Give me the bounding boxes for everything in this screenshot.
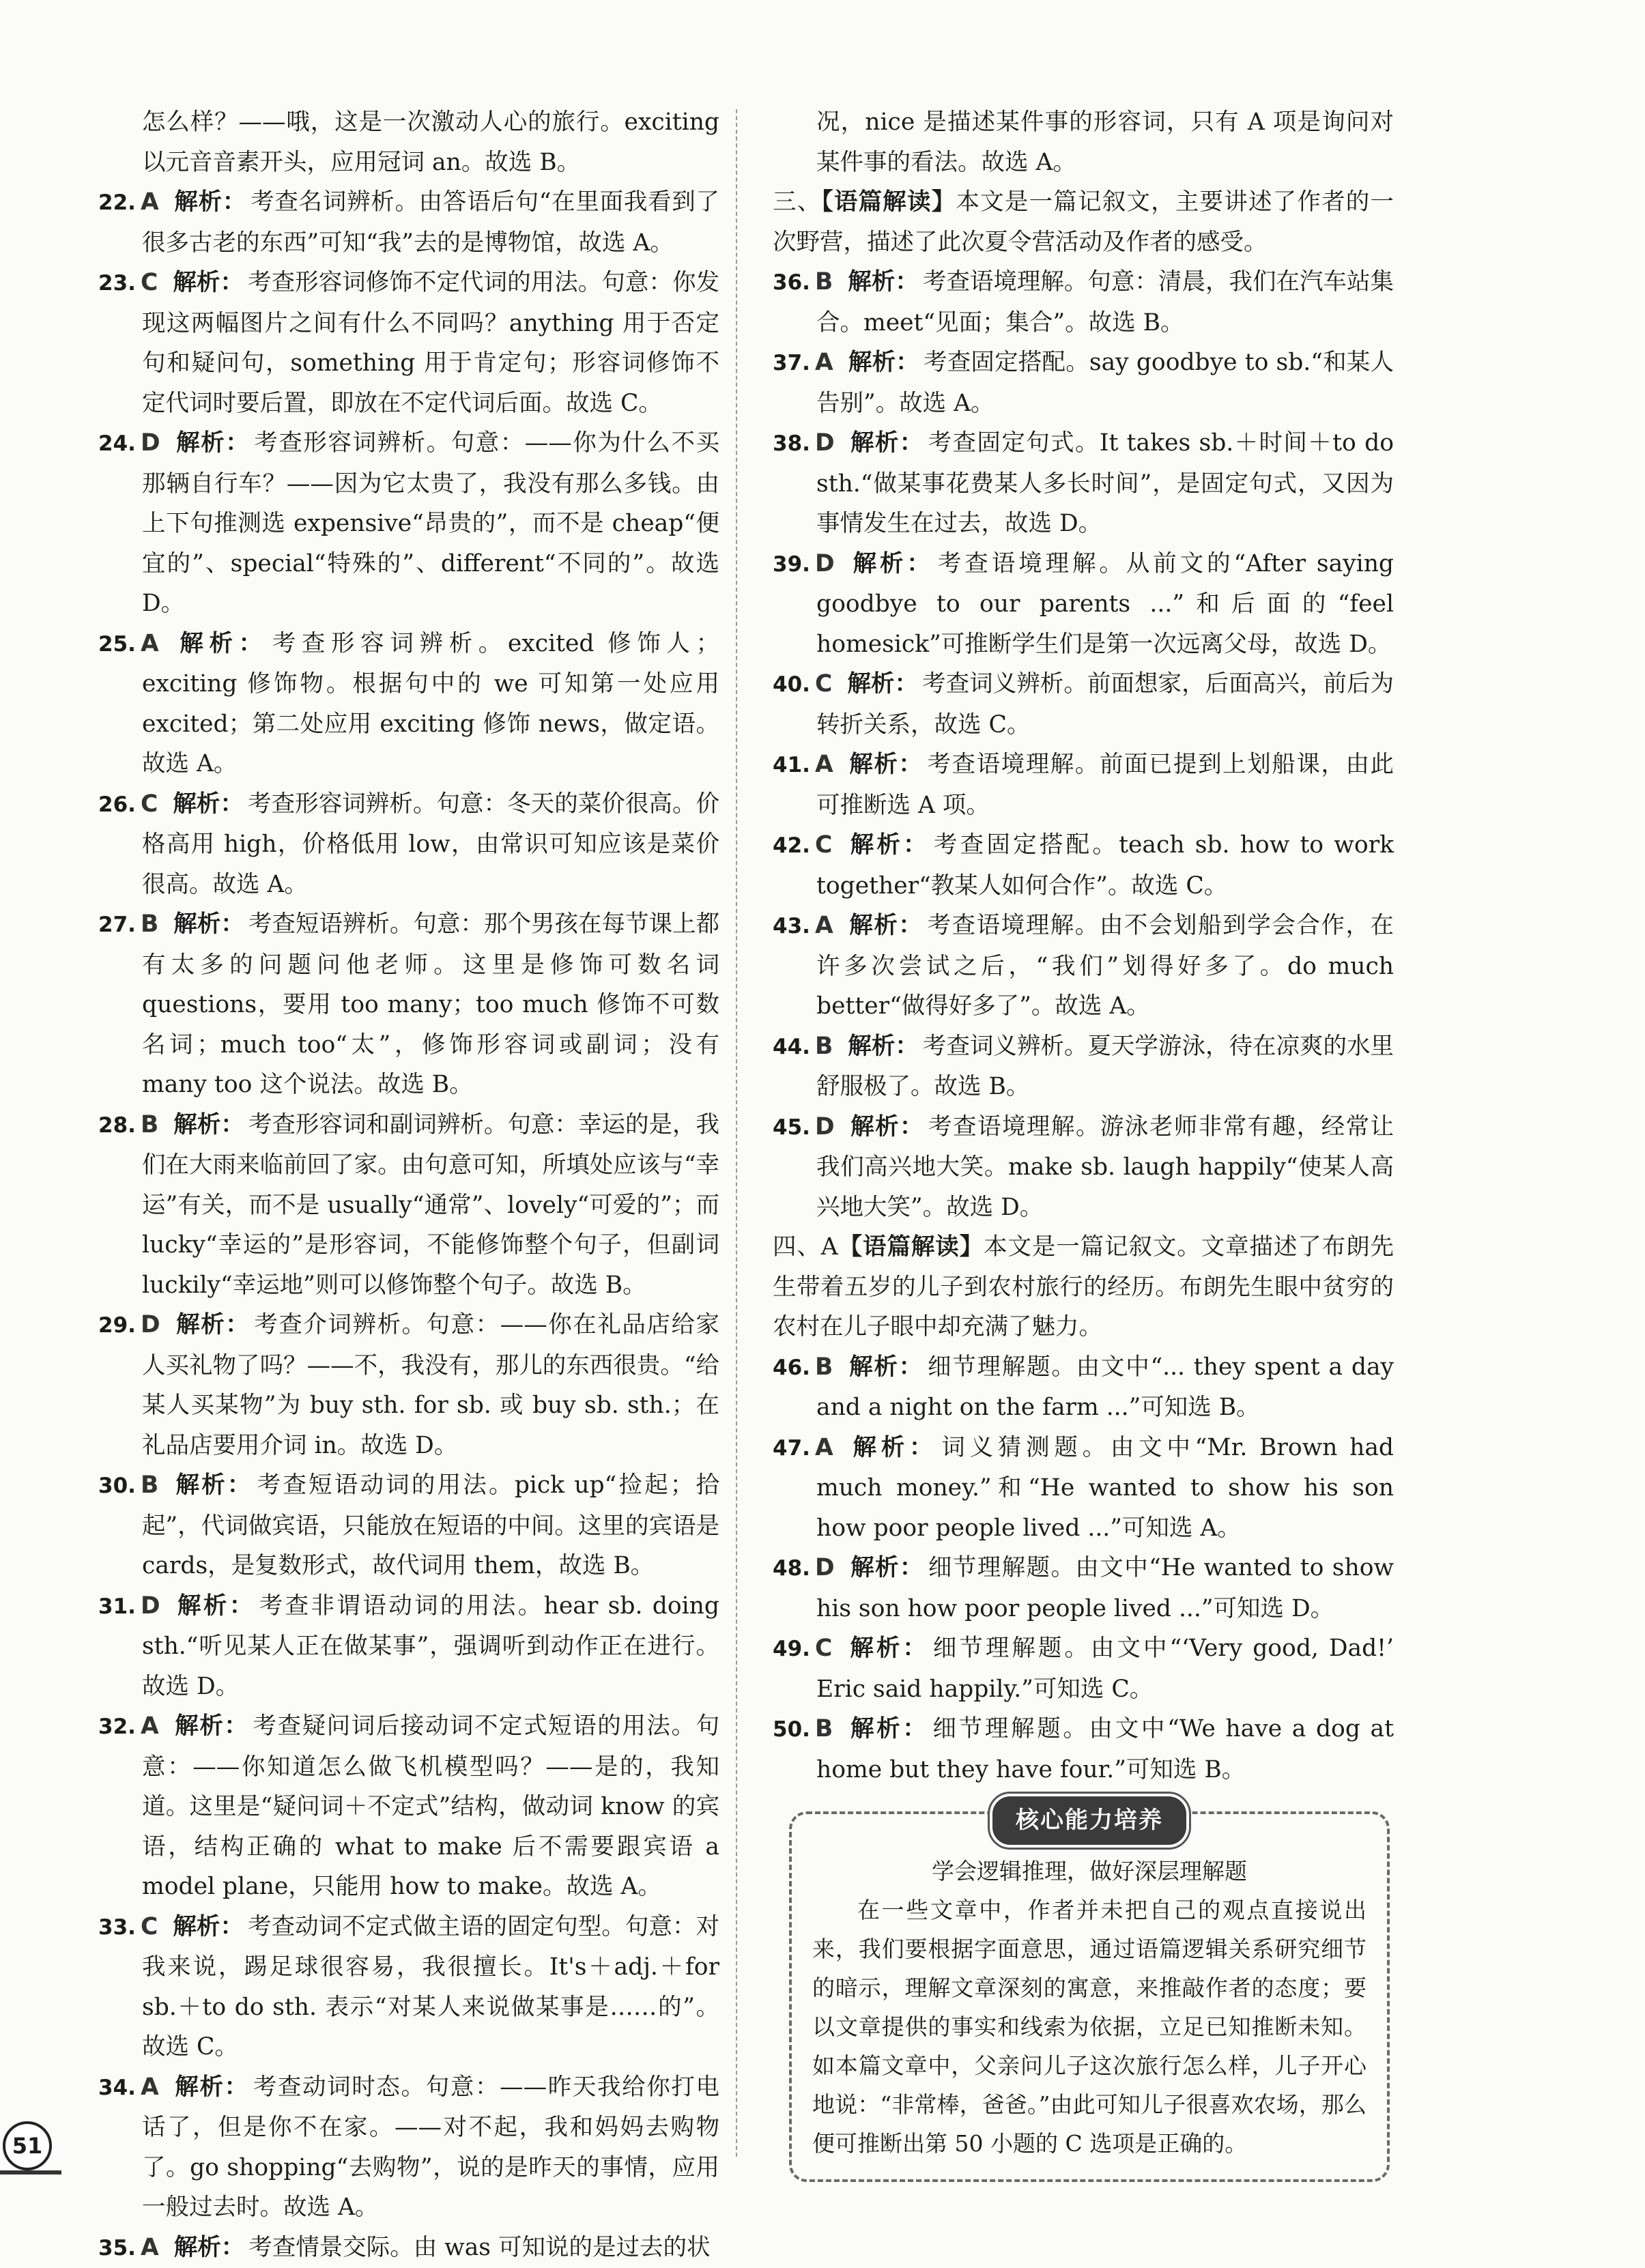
answer-letter: C bbox=[141, 1913, 158, 1940]
section-four-heading: 【语篇解读】 bbox=[838, 1233, 984, 1261]
analysis-text: 考查短语辨析。句意：那个男孩在每节课上都有太多的问题问他老师。这里是修饰可数名词 questions，要用 too many；too much 修饰不可数名词；much too“太”，修饰形容词或副词；没有 many too 这个说法。故选 B。 bbox=[142, 910, 719, 1098]
answer-letter: C bbox=[815, 831, 832, 859]
question-number: 23. bbox=[98, 263, 141, 304]
question-number: 40. bbox=[773, 665, 815, 705]
answer-letter: A bbox=[141, 188, 159, 216]
answer-entry bbox=[773, 1548, 1394, 1628]
analysis-label: 解析： bbox=[848, 1353, 924, 1381]
answer-entry bbox=[98, 263, 719, 423]
analysis-label: 解析： bbox=[848, 349, 919, 376]
answer-letter: B bbox=[815, 1715, 833, 1742]
analysis-label: 解析： bbox=[850, 1113, 924, 1140]
analysis-text: 细节理解题。由文中“‘Very good, Dad!’ Eric said happily.”可知选 C。 bbox=[816, 1635, 1394, 1703]
analysis-label: 解析： bbox=[850, 1554, 924, 1581]
answer-entry bbox=[773, 1428, 1394, 1549]
answer-letter: C bbox=[815, 670, 832, 698]
analysis-text: 考查语境理解。从前文的“After saying goodbye to our parents ...”和后面的“feel homesick”可推断学生们是第一次远离父母，故选 D。 bbox=[816, 550, 1394, 658]
question-number: 33. bbox=[98, 1908, 141, 1948]
answer-entry bbox=[773, 1027, 1394, 1107]
question-number: 38. bbox=[773, 424, 815, 464]
analysis-text: 考查非谓语动词的用法。hear sb. doing sth.“听见某人正在做某事”，强调听到动作正在进行。故选 D。 bbox=[142, 1592, 719, 1700]
answer-list-36-45 bbox=[773, 262, 1394, 1227]
continued-text: 况，nice 是描述某件事的形容词，只有 A 项是询问对某件事的看法。故选 A。 bbox=[773, 102, 1394, 182]
analysis-label: 解析： bbox=[175, 429, 251, 457]
answer-letter: A bbox=[815, 1434, 833, 1461]
analysis-label: 解析： bbox=[173, 790, 244, 818]
analysis-text: 词义猜测题。由文中“Mr. Brown had much money.”和“He wanted to show his son how poor people lived ...”可知选 A。 bbox=[816, 1434, 1394, 1542]
question-number: 30. bbox=[98, 1466, 141, 1506]
section-four-text: 本文是一篇记叙文。文章描述了布朗先生带着五岁的儿子到农村旅行的经历。布朗先生眼中贫穷的农村在儿子眼中却充满了魅力。 bbox=[773, 1233, 1394, 1340]
answer-letter: D bbox=[815, 429, 835, 457]
question-number: 27. bbox=[98, 905, 141, 945]
analysis-label: 解析： bbox=[848, 1033, 919, 1060]
analysis-text: 考查名词辨析。由答语后句“在里面我看到了很多古老的东西”可知“我”去的是博物馆，故选 A。 bbox=[142, 188, 719, 257]
analysis-label: 解析： bbox=[848, 268, 919, 296]
answer-entry bbox=[773, 664, 1394, 745]
analysis-text: 考查短语动词的用法。pick up“捡起；拾起”，代词做宾语，只能放在短语的中间。这里的宾语是 cards，是复数形式，故代词用 them，故选 B。 bbox=[142, 1472, 719, 1579]
answer-entry bbox=[773, 1347, 1394, 1428]
analysis-label: 解析： bbox=[173, 269, 244, 296]
answer-letter: D bbox=[141, 1311, 160, 1338]
answer-entry bbox=[773, 1709, 1394, 1790]
answer-letter: C bbox=[141, 790, 158, 818]
section-four-intro bbox=[773, 1227, 1394, 1347]
analysis-label: 解析： bbox=[174, 188, 246, 216]
analysis-label: 解析： bbox=[848, 1715, 928, 1742]
answer-list-46-50 bbox=[773, 1347, 1394, 1790]
analysis-text: 考查形容词辨析。句意：——你为什么不买那辆自行车？——因为它太贵了，我没有那么多钱。由上下句推测选 expensive“昂贵的”，而不是 cheap“便宜的”、special“特殊的”、different“不同的”。故选 D。 bbox=[142, 429, 719, 617]
left-column bbox=[98, 102, 719, 2268]
analysis-label: 解析： bbox=[848, 912, 924, 939]
answer-letter: B bbox=[815, 1353, 833, 1381]
analysis-text: 考查介词辨析。句意：——你在礼品店给家人买礼物了吗？——不，我没有，那儿的东西很贵。“给某人买某物”为 buy sth. for sb. 或 buy sb. sth.；在礼品店要用介词 in。故选 D。 bbox=[142, 1311, 719, 1459]
answer-entry bbox=[98, 1465, 719, 1586]
analysis-text: 考查固定句式。It takes sb.＋时间＋to do sth.“做某事花费某人多长时间”，是固定句式，又因为事情发生在过去，故选 D。 bbox=[816, 429, 1394, 537]
section-four-prefix: 四、A bbox=[773, 1233, 838, 1261]
question-number: 48. bbox=[773, 1549, 815, 1589]
answer-entry bbox=[98, 423, 719, 624]
question-number: 35. bbox=[98, 2228, 141, 2268]
page-number-tab bbox=[0, 2170, 61, 2174]
analysis-text: 考查固定搭配。teach sb. how to work together“教某人如何合作”。故选 C。 bbox=[816, 831, 1394, 900]
answer-letter: D bbox=[815, 550, 835, 577]
analysis-text: 细节理解题。由文中“We have a dog at home but they have four.”可知选 B。 bbox=[816, 1715, 1394, 1783]
analysis-text: 怎么样？——哦，这是一次激动人心的旅行。exciting 以元音音素开头，应用冠词 an。故选 B。 bbox=[142, 109, 719, 176]
analysis-text: 考查形容词辨析。excited 修饰人；exciting 修饰物。根据句中的 we 可知第一处应用 excited；第二处应用 exciting 修饰 news，做定语。故选 A。 bbox=[142, 630, 719, 778]
answer-entry bbox=[98, 2228, 719, 2268]
question-number: 45. bbox=[773, 1108, 815, 1148]
analysis-label: 解析： bbox=[173, 1111, 244, 1138]
question-number: 49. bbox=[773, 1629, 815, 1669]
answer-entry bbox=[773, 745, 1394, 825]
answer-entry bbox=[773, 343, 1394, 423]
analysis-label: 解析： bbox=[174, 2073, 249, 2101]
answer-letter: A bbox=[141, 2073, 159, 2101]
answer-letter: A bbox=[141, 2234, 159, 2261]
answer-entry bbox=[98, 904, 719, 1105]
answer-entry bbox=[98, 2067, 719, 2228]
page-number: 51 bbox=[3, 2121, 52, 2170]
question-number: 32. bbox=[98, 1707, 141, 1747]
analysis-label: 解析： bbox=[848, 751, 924, 778]
answer-letter: D bbox=[815, 1554, 835, 1581]
question-number: 34. bbox=[98, 2068, 141, 2108]
question-number: 43. bbox=[773, 906, 815, 947]
answer-letter: A bbox=[815, 349, 833, 376]
answer-entry bbox=[98, 1105, 719, 1306]
analysis-text: 考查语境理解。由不会划船到学会合作，在许多次尝试之后，“我们”划得好多了。do much better“做得好多了”。故选 A。 bbox=[816, 912, 1394, 1020]
question-number: 46. bbox=[773, 1348, 815, 1388]
tip-body: 在一些文章中，作者并未把自己的观点直接说出来，我们要根据字面意思，通过语篇逻辑关系研究细节的暗示，理解文章深刻的寓意，来推敲作者的态度；要以文章提供的事实和线索为依据，立足已知推断未知。如本篇文章中，父亲问儿子这次旅行怎么样，儿子开心地说：“非常棒，爸爸。”由此可知儿子很喜欢农场，那么便可推断出第 50 小题的 C 选项是正确的。 bbox=[812, 1891, 1367, 2163]
analysis-label: 解析： bbox=[847, 1635, 929, 1662]
question-number: 28. bbox=[98, 1106, 141, 1146]
question-number: 47. bbox=[773, 1429, 815, 1469]
analysis-text: 细节理解题。由文中“... they spent a day and a night on the farm ...”可知选 B。 bbox=[816, 1353, 1394, 1422]
analysis-label: 解析： bbox=[174, 1712, 249, 1740]
answer-entry bbox=[773, 544, 1394, 665]
analysis-text: 考查语境理解。前面已提到上划船课，由此可推断选 A 项。 bbox=[816, 751, 1394, 819]
analysis-label: 解析： bbox=[847, 831, 930, 859]
analysis-text: 细节理解题。由文中“He wanted to show his son how poor people lived ...”可知选 D。 bbox=[816, 1554, 1394, 1622]
answer-entry bbox=[98, 102, 719, 182]
analysis-text: 考查疑问词后接动词不定式短语的用法。句意：——你知道怎么做飞机模型吗？——是的，我知道。这里是“疑问词＋不定式”结构，做动词 know 的宾语，结构正确的 what to make 后不需要跟宾语 a model plane，只能用 how to make。故选 A。 bbox=[142, 1712, 719, 1900]
question-number: 36. bbox=[773, 263, 815, 303]
answer-letter: C bbox=[815, 1635, 832, 1662]
answer-entry bbox=[773, 906, 1394, 1027]
question-number: 42. bbox=[773, 826, 815, 866]
answer-letter: B bbox=[141, 1472, 158, 1499]
answer-letter: D bbox=[141, 429, 160, 457]
analysis-text: 考查语境理解。句意：清晨，我们在汽车站集合。meet“见面；集合”。故选 B。 bbox=[816, 268, 1394, 336]
answer-letter: B bbox=[815, 1033, 833, 1060]
analysis-label: 解析： bbox=[174, 630, 268, 657]
answer-entry bbox=[98, 1586, 719, 1707]
analysis-text: 考查形容词修饰不定代词的用法。句意：你发现这两幅图片之间有什么不同吗？anything 用于否定句和疑问句，something 用于肯定句；形容词修饰不定代词时要后置，即放在不定代词后面。故选 C。 bbox=[142, 269, 719, 417]
analysis-label: 解析： bbox=[174, 2234, 245, 2261]
answer-entry bbox=[98, 1706, 719, 1907]
answer-entry bbox=[773, 1628, 1394, 1709]
analysis-text: 考查形容词辨析。句意：冬天的菜价很高。价格高用 high，价格低用 low，由常识可知应该是菜价很高。故选 A。 bbox=[142, 790, 719, 898]
answer-letter: A bbox=[815, 751, 833, 778]
analysis-label: 解析： bbox=[175, 1592, 255, 1620]
analysis-text: 考查词义辨析。前面想家，后面高兴，前后为转折关系，故选 C。 bbox=[816, 670, 1394, 738]
answer-letter: C bbox=[141, 269, 158, 296]
core-skill-tip-box bbox=[789, 1811, 1390, 2182]
question-number: 37. bbox=[773, 343, 815, 384]
analysis-label: 解析： bbox=[173, 910, 244, 938]
answer-entry bbox=[98, 1907, 719, 2067]
section-three-prefix: 三、 bbox=[773, 188, 821, 216]
answer-entry bbox=[98, 784, 719, 905]
analysis-label: 解析： bbox=[850, 550, 934, 577]
answer-letter: B bbox=[141, 1111, 158, 1138]
answer-letter: A bbox=[815, 912, 833, 939]
analysis-label: 解析： bbox=[175, 1311, 251, 1338]
answer-entry bbox=[98, 624, 719, 784]
column-divider bbox=[736, 109, 737, 2157]
section-three-text: 本文是一篇记叙文，主要讲述了作者的一次野营，描述了此次夏令营活动及作者的感受。 bbox=[773, 188, 1394, 256]
answer-letter: D bbox=[141, 1592, 160, 1620]
answer-entry bbox=[773, 262, 1394, 343]
answer-letter: B bbox=[815, 268, 833, 296]
analysis-label: 解析： bbox=[847, 670, 918, 698]
question-number: 50. bbox=[773, 1710, 815, 1750]
question-number: 44. bbox=[773, 1027, 815, 1067]
answer-entry bbox=[98, 182, 719, 263]
answer-letter: A bbox=[141, 1712, 159, 1740]
question-number: 39. bbox=[773, 545, 815, 585]
analysis-text: 考查形容词和副词辨析。句意：幸运的是，我们在大雨来临前回了家。由句意可知，所填处应该与“幸运”有关，而不是 usually“通常”、lovely“可爱的”；而 lucky“幸运的”是形容词，不能修饰整个句子，但副词 luckily“幸运地”则可以修饰整个句子。故选 B。 bbox=[142, 1111, 719, 1299]
question-number: 31. bbox=[98, 1587, 141, 1627]
analysis-label: 解析： bbox=[848, 1434, 938, 1461]
answer-letter: D bbox=[815, 1113, 835, 1140]
answer-letter: B bbox=[141, 910, 158, 938]
core-skill-badge: 核心能力培养 bbox=[990, 1794, 1189, 1848]
section-three-intro bbox=[773, 182, 1394, 262]
answer-entry bbox=[773, 423, 1394, 544]
analysis-label: 解析： bbox=[173, 1472, 253, 1499]
analysis-text: 考查动词不定式做主语的固定句型。句意：对我来说，踢足球很容易，我很擅长。It's＋adj.＋for sb.＋to do sth. 表示“对某人来说做某事是……的”。故选 C。 bbox=[142, 1913, 719, 2061]
question-number: 41. bbox=[773, 745, 815, 786]
answer-entry bbox=[773, 1107, 1394, 1228]
analysis-label: 解析： bbox=[850, 429, 924, 457]
answer-letter: A bbox=[141, 630, 159, 657]
right-column bbox=[773, 102, 1394, 2182]
analysis-label: 解析： bbox=[173, 1913, 244, 1940]
section-three-heading: 【语篇解读】 bbox=[821, 188, 956, 216]
question-number: 22. bbox=[98, 183, 141, 223]
question-number: 25. bbox=[98, 625, 141, 665]
answer-entry bbox=[773, 825, 1394, 906]
answer-entry bbox=[98, 1305, 719, 1465]
question-number: 29. bbox=[98, 1306, 141, 1346]
question-number: 24. bbox=[98, 424, 141, 464]
analysis-text: 考查词义辨析。夏天学游泳，待在凉爽的水里舒服极了。故选 B。 bbox=[816, 1033, 1394, 1101]
analysis-text: 考查动词时态。句意：——昨天我给你打电话了，但是你不在家。——对不起，我和妈妈去购物了。go shopping“去购物”，说的是昨天的事情，应用一般过去时。故选 A。 bbox=[142, 2073, 719, 2222]
question-number: 26. bbox=[98, 785, 141, 825]
analysis-text: 考查固定搭配。say goodbye to sb.“和某人告别”。故选 A。 bbox=[816, 349, 1394, 417]
analysis-text: 考查语境理解。游泳老师非常有趣，经常让我们高兴地大笑。make sb. laugh happily“使某人高兴地大笑”。故选 D。 bbox=[816, 1113, 1394, 1221]
analysis-text: 考查情景交际。由 was 可知说的是过去的状 bbox=[248, 2234, 710, 2261]
tip-title: 学会逻辑推理，做好深层理解题 bbox=[812, 1852, 1367, 1891]
